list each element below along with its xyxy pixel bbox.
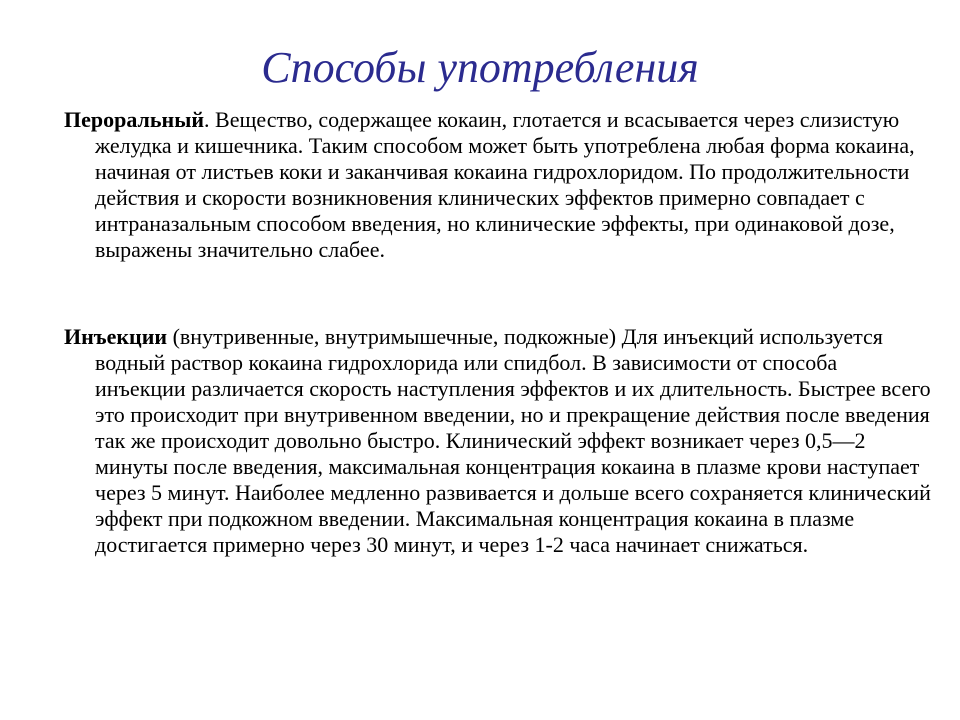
paragraph-oral	[64, 107, 931, 263]
paragraph-injections	[64, 324, 931, 558]
paragraph-oral-text: . Вещество, содержащее кокаин, глотается и всасывается через слизистую желудка и кишечника. Таким способом может быть употреблена любая форма кокаина, начиная от листьев коки и заканчивая кокаина гидрохлоридом. По продолжительности действия и скорости возникновения клинических эффектов примерно совпадает с интраназальным способом введения, но клинические эффекты, при одинаковой дозе, выражены значительно слабее.	[95, 107, 915, 262]
paragraph-injections-text: (внутривенные, внутримышечные, подкожные) Для инъекций используется водный раствор кокаина гидрохлорида или спидбол. В зависимости от способа инъекции различается скорость наступления эффектов и их длительность. Быстрее всего это происходит при внутривенном введении, но и прекращение действия после введения так же происходит довольно быстро. Клинический эффект возникает через 0,5—2 минуты после введения, максимальная концентрация кокаина в плазме крови наступает через 5 минут. Наиболее медленно развивается и дольше всего сохраняется клинический эффект при подкожном введении. Максимальная концентрация кокаина в плазме достигается примерно через 30 минут, и через 1-2 часа начинает снижаться.	[95, 324, 931, 557]
term-oral: Пероральный	[64, 107, 205, 132]
slide-title: Способы употребления	[261, 43, 699, 92]
term-injections: Инъекции	[64, 324, 168, 349]
